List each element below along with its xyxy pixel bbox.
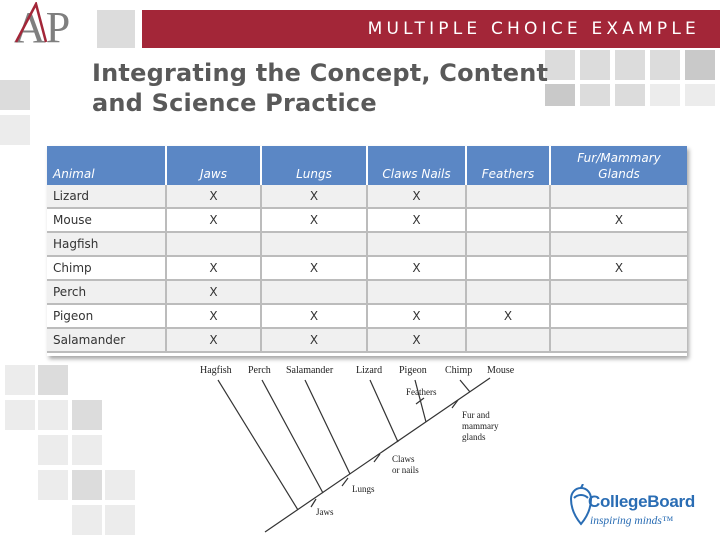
cell-animal: Lizard	[47, 185, 166, 208]
cell-claws: X	[367, 185, 466, 208]
decor-square	[105, 470, 135, 500]
column-header-fur-mammary-glands: Fur/Mammary Glands	[550, 146, 687, 185]
cell-fur	[550, 304, 687, 328]
trait-label-fur-line2: mammary	[462, 421, 499, 431]
trait-label-feathers: Feathers	[406, 387, 437, 397]
decor-square	[105, 505, 135, 535]
decor-square	[650, 84, 680, 106]
cell-lungs	[261, 232, 367, 256]
decor-square	[38, 435, 68, 465]
cell-feathers	[466, 185, 550, 208]
cell-fur: X	[550, 256, 687, 280]
cell-claws	[367, 232, 466, 256]
decor-square	[72, 470, 102, 500]
decor-square	[0, 115, 30, 145]
table-row	[47, 280, 687, 304]
cell-feathers: X	[466, 304, 550, 328]
table-header-row	[47, 146, 687, 185]
slide-title-line2: and Science Practice	[92, 89, 377, 117]
cell-feathers	[466, 232, 550, 256]
table-row	[47, 328, 687, 352]
tree-branches	[218, 378, 490, 532]
trait-label-fur-line1: Fur and	[462, 410, 490, 420]
table-row	[47, 304, 687, 328]
collegeboard-tagline: inspiring minds™	[590, 515, 674, 527]
decor-square	[97, 10, 135, 48]
cell-animal: Mouse	[47, 208, 166, 232]
collegeboard-logo	[562, 484, 712, 534]
cell-jaws: X	[166, 185, 261, 208]
cell-animal: Salamander	[47, 328, 166, 352]
decor-square	[38, 470, 68, 500]
taxon-label-chimp: Chimp	[445, 365, 473, 376]
cell-lungs: X	[261, 185, 367, 208]
table-row	[47, 185, 687, 208]
decor-square	[650, 50, 680, 80]
header-banner	[142, 10, 720, 48]
cell-fur	[550, 328, 687, 352]
ap-logo	[12, 2, 82, 48]
column-header-feathers: Feathers	[466, 146, 550, 185]
slide-title-line1: Integrating the Concept, Content	[92, 59, 549, 87]
cell-fur	[550, 185, 687, 208]
decor-square	[38, 400, 68, 430]
taxon-label-pigeon: Pigeon	[399, 365, 427, 376]
cell-animal: Perch	[47, 280, 166, 304]
decor-square	[38, 365, 68, 395]
cell-animal: Pigeon	[47, 304, 166, 328]
cell-claws: X	[367, 328, 466, 352]
cell-animal: Chimp	[47, 256, 166, 280]
trait-label-claws-line1: Claws	[392, 454, 415, 464]
decor-square	[580, 84, 610, 106]
cell-feathers	[466, 328, 550, 352]
table-row	[47, 256, 687, 280]
trunk-line	[265, 378, 490, 532]
cell-fur: X	[550, 208, 687, 232]
taxon-label-hagfish: Hagfish	[200, 365, 232, 376]
cladogram	[190, 360, 530, 540]
table-row	[47, 208, 687, 232]
taxon-labels	[200, 365, 515, 376]
decor-square	[580, 50, 610, 80]
cell-claws: X	[367, 304, 466, 328]
slide-title	[92, 58, 552, 118]
decor-square	[5, 400, 35, 430]
branch-salamander	[305, 380, 350, 474]
decor-square	[685, 84, 715, 106]
column-header-animal: Animal	[47, 146, 166, 185]
table-row	[47, 232, 687, 256]
cell-jaws	[166, 232, 261, 256]
column-header-claws-nails: Claws Nails	[367, 146, 466, 185]
cell-fur	[550, 280, 687, 304]
taxon-label-mouse: Mouse	[487, 365, 515, 376]
cell-lungs: X	[261, 256, 367, 280]
cell-animal: Hagfish	[47, 232, 166, 256]
taxon-label-perch: Perch	[248, 365, 271, 376]
column-header-jaws: Jaws	[166, 146, 261, 185]
column-header-lungs: Lungs	[261, 146, 367, 185]
decor-square	[72, 435, 102, 465]
cell-claws: X	[367, 208, 466, 232]
cell-jaws: X	[166, 208, 261, 232]
cell-feathers	[466, 256, 550, 280]
trait-label-fur-line3: glands	[462, 432, 486, 442]
cell-claws: X	[367, 256, 466, 280]
cell-jaws: X	[166, 280, 261, 304]
cell-jaws: X	[166, 304, 261, 328]
decor-square	[0, 80, 30, 110]
cell-lungs: X	[261, 304, 367, 328]
branch-lizard	[370, 380, 398, 442]
trait-label-claws-line2: or nails	[392, 465, 419, 475]
branch-hagfish	[218, 380, 298, 510]
taxon-label-salamander: Salamander	[286, 365, 334, 376]
svg-text:AP: AP	[14, 3, 71, 48]
taxon-label-lizard: Lizard	[356, 365, 383, 376]
cell-feathers	[466, 280, 550, 304]
trait-label-lungs: Lungs	[352, 484, 375, 494]
decor-square	[615, 50, 645, 80]
cell-jaws: X	[166, 256, 261, 280]
decor-square	[72, 505, 102, 535]
trait-labels	[316, 387, 499, 517]
cell-feathers	[466, 208, 550, 232]
decor-square	[685, 50, 715, 80]
decor-square	[72, 400, 102, 430]
branch-chimp	[460, 380, 470, 392]
collegeboard-brand: CollegeBoard	[588, 492, 695, 511]
cell-lungs: X	[261, 328, 367, 352]
traits-table	[47, 146, 687, 356]
decor-square	[615, 84, 645, 106]
banner-title: MULTIPLE CHOICE EXAMPLE	[367, 19, 700, 39]
cell-lungs	[261, 280, 367, 304]
branch-perch	[262, 380, 323, 493]
cell-fur	[550, 232, 687, 256]
cell-lungs: X	[261, 208, 367, 232]
cell-jaws: X	[166, 328, 261, 352]
cell-claws	[367, 280, 466, 304]
decor-square	[5, 365, 35, 395]
trait-label-jaws: Jaws	[316, 507, 334, 517]
